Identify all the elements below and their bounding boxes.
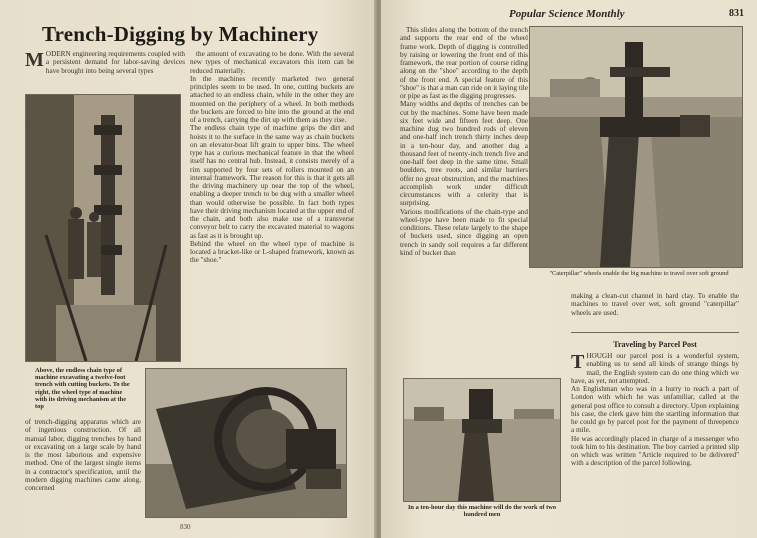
ten-hour-caption: In a ten-hour day this machine will do the work of two hundred men [407,504,557,519]
chain-trench-illustration [26,95,180,361]
right-page [381,0,757,538]
col2-paragraphs: the amount of excavating to be done. With the several new types of mechanical excavators this item can be reduced materially. In the machines recently marketed two general principles seem to be used. In one, cutting buckets are attached to an endless chain, while in the other they are mounted on the periphery of a wheel. In both methods the buckets are forced to bite into the ground at the end of a trench, carrying the dirt up with them as they rise. The endless chain type of machine grips the dirt and hoists it to the surface in the same way as chain buckets on an elevator-boat lift grain to upper bins. The wheel type has a curious mechanical feature in that the wheel itself has no central hub. Instead, it consists merely of a rim supported by four sets of rollers mounted on an internal framework. The reason for this is that it gets all the driving machinery up near the top of the wheel, enabling a deeper trench to be dug with a smaller wheel than would otherwise be possible. In fact both types have their driving mechanism located at the upper end of the chain, and both also make use of a transverse conveyor belt to carry the excavated material to wagons as fast as it is brought up. Behind the wheel on the wheel type of machine is located a bracket-like or L-shaped framework, known as the "shoe." [190,50,354,265]
wheel-machine-photo [145,368,347,518]
caterpillar-illustration [530,27,742,267]
left-page [0,0,376,538]
intro-text: ODERN engineering requirements coupled with a persistent demand for labor-saving devices have brought into being several types [45,50,185,75]
caterpillar-machine-photo [529,26,743,268]
drop-cap-m: M [25,49,44,71]
caterpillar-caption: "Caterpillar" wheels enable the big machine to travel over soft ground [549,270,729,277]
parcel-post-subhead: Traveling by Parcel Post [613,340,697,349]
left-page-number: 830 [180,523,191,531]
chain-trench-photo [25,94,181,362]
parcel-post-text [571,352,739,532]
ten-hour-machine-illustration [404,379,560,501]
running-head: Popular Science Monthly [509,8,625,20]
left-column-2-text [190,50,354,350]
section-rule [571,332,739,333]
ten-hour-machine-photo [403,378,561,502]
right-mid-text: making a clean-cut channel in hard clay. To enable the machines to travel over wet, soft ground "caterpillar" wheels are used. [571,292,739,317]
article-title: Trench-Digging by Machinery [42,22,319,46]
right-col1-paragraphs: This slides along the bottom of the trench and supports the rear end of the wheel frame work. Depth of digging is controlled by raising or lowering the front end of this framework, the rear portion of course riding along on the "shoe" according to the depth of the front end. A special feature of this "shoe" is that a man can ride on it laying tile or pipe as fast as the digging progresses. Many widths and depths of trenches can be cut by the machines. Some have been made six feet wide and fifteen feet deep. One machine dug two hundred rods of eleven and one-half inch trench thirty inches deep in a ten-hour day, and another dug a thousand feet of twenty-inch trench five and one-half feet deep in the same time. Small boulders, tree roots, and similar barriers offer no great obstruction, and the machines accomplish work under difficult circumstances with a celerity that is surprising. Various modifications of the chain-type and wheel-type have been made to fit special conditions. These relate largely to the shape of buckets used, since digging an open trench in sandy soil requires a far different kind of bucket than [400,26,528,257]
right-page-number: 831 [729,8,744,19]
chain-photo-caption: Above, the endless chain type of machine excavating a twelve-foot trench with cutting buckets. To the right, the wheel type of machine with its driving mechanism at the top [35,367,130,411]
wheel-machine-illustration [146,369,346,517]
parcel-post-paragraphs: HOUGH our parcel post is a wonderful system, enabling us to send all kinds of strange things by mail, the English system can do one thing which we have, as yet, not attempted. An Englishman who was in a hurry to reach a part of London with which he was unfamiliar, called at the general post office to consult a directory. Upon explaining his case, the clerk gave him the startling information that he could go by parcel post for the payment of threepence a mile. He was accordingly placed in charge of a messenger who took him to his destination. The boy carried a printed slip on which was written "Article required to be delivered" with a description of the parcel following. [571,352,739,468]
left-bottom-text: of trench-digging apparatus which are of ingenious construction. Of all manual labor, digging trenches by hand or excavating on a large scale by hand is the most laborious and expensive method. One of the largest single items in a contractor's specification, until the modern digging machines came along, concerned [25,418,141,492]
drop-cap-t: T [571,352,585,373]
right-column-1-text [400,26,528,366]
intro-paragraph [25,50,185,75]
